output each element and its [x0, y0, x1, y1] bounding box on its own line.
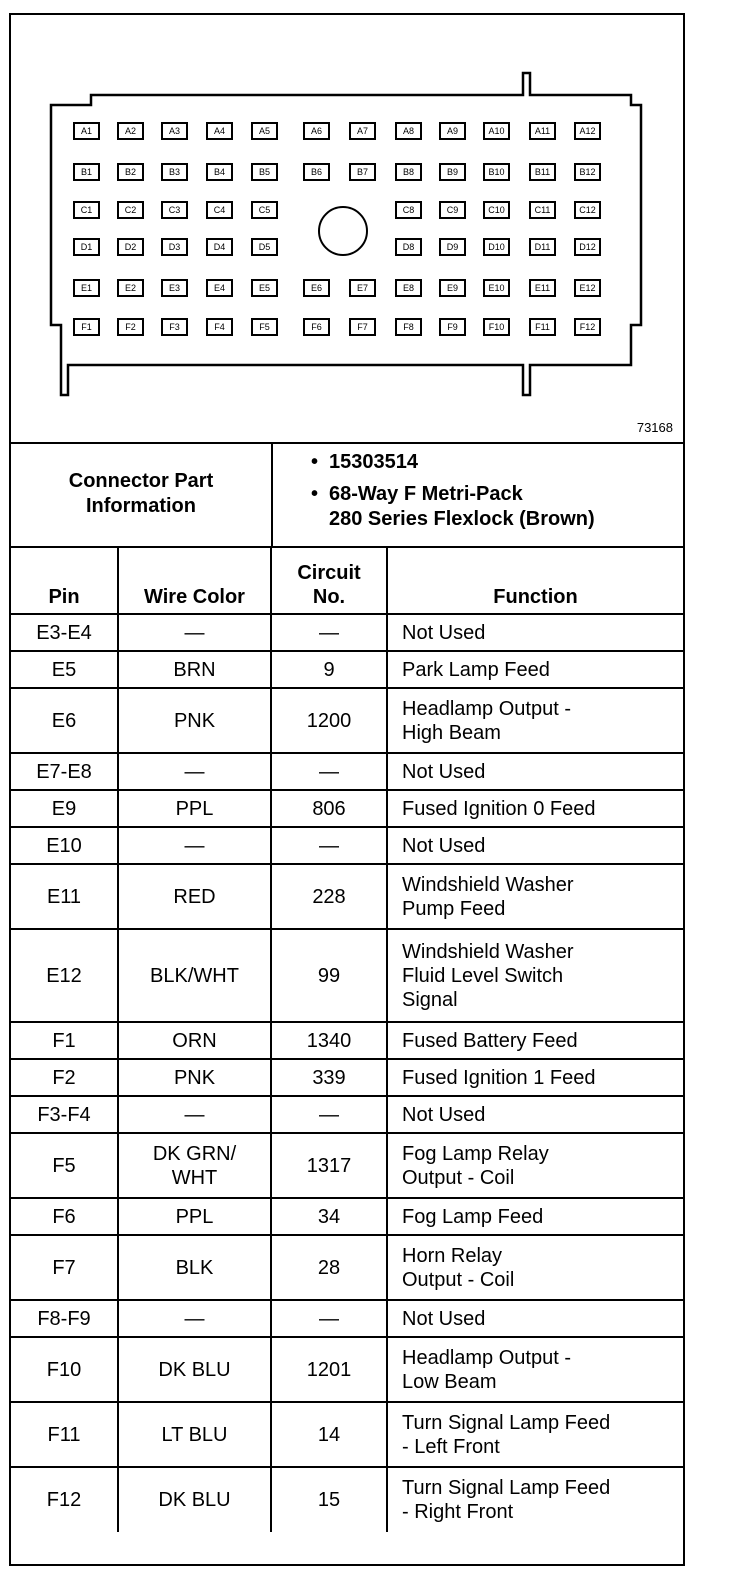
pin-cell: F1: [11, 1022, 118, 1059]
connector-pin: A4: [206, 122, 233, 140]
circuit-cell: 28: [271, 1235, 387, 1300]
connector-pin: C1: [73, 201, 100, 219]
wire-color-cell: PNK: [118, 1059, 271, 1096]
pin-cell: E3-E4: [11, 614, 118, 651]
function-cell: Not Used: [387, 1096, 683, 1133]
wire-color-cell: PPL: [118, 1198, 271, 1235]
pin-cell: E9: [11, 790, 118, 827]
circuit-cell: 1200: [271, 688, 387, 753]
connector-pin: E2: [117, 279, 144, 297]
function-cell: Fog Lamp Relay Output - Coil: [387, 1133, 683, 1198]
pinout-table: [11, 546, 683, 1532]
wire-color-cell: —: [118, 753, 271, 790]
connector-pin: F9: [439, 318, 466, 336]
function-cell: Not Used: [387, 614, 683, 651]
function-cell: Not Used: [387, 753, 683, 790]
function-cell: Fused Ignition 0 Feed: [387, 790, 683, 827]
table-row: [11, 1337, 683, 1402]
circuit-cell: 99: [271, 929, 387, 1022]
connector-pin: E5: [251, 279, 278, 297]
connector-pin: F5: [251, 318, 278, 336]
connector-pin: E4: [206, 279, 233, 297]
table-row: [11, 688, 683, 753]
wire-color-cell: DK GRN/ WHT: [118, 1133, 271, 1198]
connector-pin: C2: [117, 201, 144, 219]
connector-pin: F2: [117, 318, 144, 336]
circuit-cell: 228: [271, 864, 387, 929]
connector-pin: B6: [303, 163, 330, 181]
document-frame: [9, 13, 685, 1566]
function-cell: Windshield Washer Pump Feed: [387, 864, 683, 929]
connector-pin: B2: [117, 163, 144, 181]
circuit-cell: 1201: [271, 1337, 387, 1402]
description-line1: 68-Way F Metri-Pack: [329, 483, 523, 505]
table-row: [11, 1467, 683, 1532]
circuit-cell: 34: [271, 1198, 387, 1235]
table-row: [11, 1402, 683, 1467]
connector-outline: [11, 15, 683, 442]
pin-cell: E10: [11, 827, 118, 864]
connector-pin: C3: [161, 201, 188, 219]
description-line2: 280 Series Flexlock (Brown): [329, 508, 595, 530]
pin-cell: E11: [11, 864, 118, 929]
connector-pin: D8: [395, 238, 422, 256]
part-number-item: [273, 450, 683, 475]
function-cell: Headlamp Output - High Beam: [387, 688, 683, 753]
table-row: [11, 1096, 683, 1133]
function-cell: Windshield Washer Fluid Level Switch Signal: [387, 929, 683, 1022]
connector-pin: B8: [395, 163, 422, 181]
wire-color-cell: BRN: [118, 651, 271, 688]
connector-pin: B5: [251, 163, 278, 181]
pin-cell: F12: [11, 1467, 118, 1532]
connector-pin: A5: [251, 122, 278, 140]
connector-pin: E3: [161, 279, 188, 297]
connector-pin: E9: [439, 279, 466, 297]
function-cell: Not Used: [387, 827, 683, 864]
table-row: [11, 1059, 683, 1096]
connector-pin: E8: [395, 279, 422, 297]
part-info-label-line2: Information: [86, 495, 196, 517]
bullet-icon: •: [311, 451, 319, 473]
function-cell: Fused Battery Feed: [387, 1022, 683, 1059]
circuit-cell: 1317: [271, 1133, 387, 1198]
pinout-table-body: [11, 614, 683, 1532]
connector-pin: D4: [206, 238, 233, 256]
table-row: [11, 929, 683, 1022]
circuit-cell: 806: [271, 790, 387, 827]
table-row: [11, 1133, 683, 1198]
connector-pin: D9: [439, 238, 466, 256]
connector-pin: E7: [349, 279, 376, 297]
wire-color-cell: ORN: [118, 1022, 271, 1059]
table-row: [11, 827, 683, 864]
wire-color-cell: —: [118, 827, 271, 864]
connector-pin: C5: [251, 201, 278, 219]
function-cell: Turn Signal Lamp Feed - Left Front: [387, 1402, 683, 1467]
wire-color-cell: PPL: [118, 790, 271, 827]
pin-cell: E12: [11, 929, 118, 1022]
connector-pin: B7: [349, 163, 376, 181]
pin-cell: F7: [11, 1235, 118, 1300]
connector-pin: E10: [483, 279, 510, 297]
pin-cell: E7-E8: [11, 753, 118, 790]
connector-pin: E12: [574, 279, 601, 297]
connector-pin: A3: [161, 122, 188, 140]
connector-pin: B4: [206, 163, 233, 181]
circuit-cell: —: [271, 1300, 387, 1337]
wire-color-cell: DK BLU: [118, 1467, 271, 1532]
pin-cell: F2: [11, 1059, 118, 1096]
wire-color-cell: —: [118, 1300, 271, 1337]
connector-pin: A8: [395, 122, 422, 140]
wire-color-cell: —: [118, 614, 271, 651]
header-wire-color: Wire Color: [118, 546, 271, 614]
header-function: Function: [387, 546, 683, 614]
connector-pin: D11: [529, 238, 556, 256]
connector-pin: A11: [529, 122, 556, 140]
part-info-label: [11, 442, 273, 546]
circuit-cell: —: [271, 1096, 387, 1133]
table-row: [11, 1235, 683, 1300]
connector-pin: C12: [574, 201, 601, 219]
pin-cell: F11: [11, 1402, 118, 1467]
connector-pin: A12: [574, 122, 601, 140]
connector-pin: C8: [395, 201, 422, 219]
connector-pin: B1: [73, 163, 100, 181]
connector-diagram: [11, 15, 683, 444]
circuit-cell: 14: [271, 1402, 387, 1467]
connector-pin: F12: [574, 318, 601, 336]
table-row: [11, 790, 683, 827]
circuit-cell: —: [271, 827, 387, 864]
bullet-icon: •: [311, 483, 319, 505]
header-pin: Pin: [11, 546, 118, 614]
function-cell: Headlamp Output - Low Beam: [387, 1337, 683, 1402]
circuit-cell: 9: [271, 651, 387, 688]
connector-pin: B9: [439, 163, 466, 181]
table-row: [11, 651, 683, 688]
function-cell: Not Used: [387, 1300, 683, 1337]
connector-pin: A6: [303, 122, 330, 140]
connector-pin: E1: [73, 279, 100, 297]
function-cell: Park Lamp Feed: [387, 651, 683, 688]
connector-pin: F4: [206, 318, 233, 336]
connector-pin: F11: [529, 318, 556, 336]
connector-pin: A2: [117, 122, 144, 140]
connector-pin: D1: [73, 238, 100, 256]
connector-pin: F10: [483, 318, 510, 336]
connector-pin: E11: [529, 279, 556, 297]
pin-cell: E6: [11, 688, 118, 753]
pin-cell: F8-F9: [11, 1300, 118, 1337]
wire-color-cell: —: [118, 1096, 271, 1133]
table-row: [11, 614, 683, 651]
connector-pin: D10: [483, 238, 510, 256]
connector-pin: A7: [349, 122, 376, 140]
connector-pin: C9: [439, 201, 466, 219]
connector-pin: E6: [303, 279, 330, 297]
pin-cell: F3-F4: [11, 1096, 118, 1133]
table-row: [11, 1198, 683, 1235]
connector-pin: D3: [161, 238, 188, 256]
connector-pin: A9: [439, 122, 466, 140]
pin-cell: F10: [11, 1337, 118, 1402]
part-info-details: [273, 450, 683, 532]
wire-color-cell: PNK: [118, 688, 271, 753]
connector-pin: F7: [349, 318, 376, 336]
connector-pin: C4: [206, 201, 233, 219]
pin-cell: F5: [11, 1133, 118, 1198]
function-cell: Fused Ignition 1 Feed: [387, 1059, 683, 1096]
wire-color-cell: DK BLU: [118, 1337, 271, 1402]
table-row: [11, 753, 683, 790]
connector-pin: F3: [161, 318, 188, 336]
description-item: [273, 482, 683, 532]
connector-pin: D5: [251, 238, 278, 256]
function-cell: Turn Signal Lamp Feed - Right Front: [387, 1467, 683, 1532]
function-cell: Horn Relay Output - Coil: [387, 1235, 683, 1300]
connector-pin: F1: [73, 318, 100, 336]
header-circuit: Circuit No.: [271, 546, 387, 614]
part-info-label-line1: Connector Part: [68, 470, 214, 492]
pin-cell: F6: [11, 1198, 118, 1235]
function-cell: Fog Lamp Feed: [387, 1198, 683, 1235]
connector-pin: D2: [117, 238, 144, 256]
table-row: [11, 864, 683, 929]
connector-pin: B3: [161, 163, 188, 181]
connector-pin: F8: [395, 318, 422, 336]
connector-center-hole: [319, 207, 367, 255]
circuit-cell: 1340: [271, 1022, 387, 1059]
connector-pin: A10: [483, 122, 510, 140]
circuit-cell: —: [271, 753, 387, 790]
wire-color-cell: LT BLU: [118, 1402, 271, 1467]
wire-color-cell: RED: [118, 864, 271, 929]
circuit-cell: 339: [271, 1059, 387, 1096]
wire-color-cell: BLK: [118, 1235, 271, 1300]
connector-pin: D12: [574, 238, 601, 256]
pin-cell: E5: [11, 651, 118, 688]
circuit-cell: —: [271, 614, 387, 651]
circuit-cell: 15: [271, 1467, 387, 1532]
table-row: [11, 1300, 683, 1337]
connector-part-info: [11, 442, 683, 548]
connector-pin: C11: [529, 201, 556, 219]
connector-pin: B12: [574, 163, 601, 181]
figure-number: 73168: [636, 420, 673, 435]
part-number: 15303514: [329, 451, 418, 473]
table-row: [11, 1022, 683, 1059]
connector-pin: B10: [483, 163, 510, 181]
connector-pin: A1: [73, 122, 100, 140]
wire-color-cell: BLK/WHT: [118, 929, 271, 1022]
connector-pin: F6: [303, 318, 330, 336]
connector-pin: C10: [483, 201, 510, 219]
connector-pin: B11: [529, 163, 556, 181]
